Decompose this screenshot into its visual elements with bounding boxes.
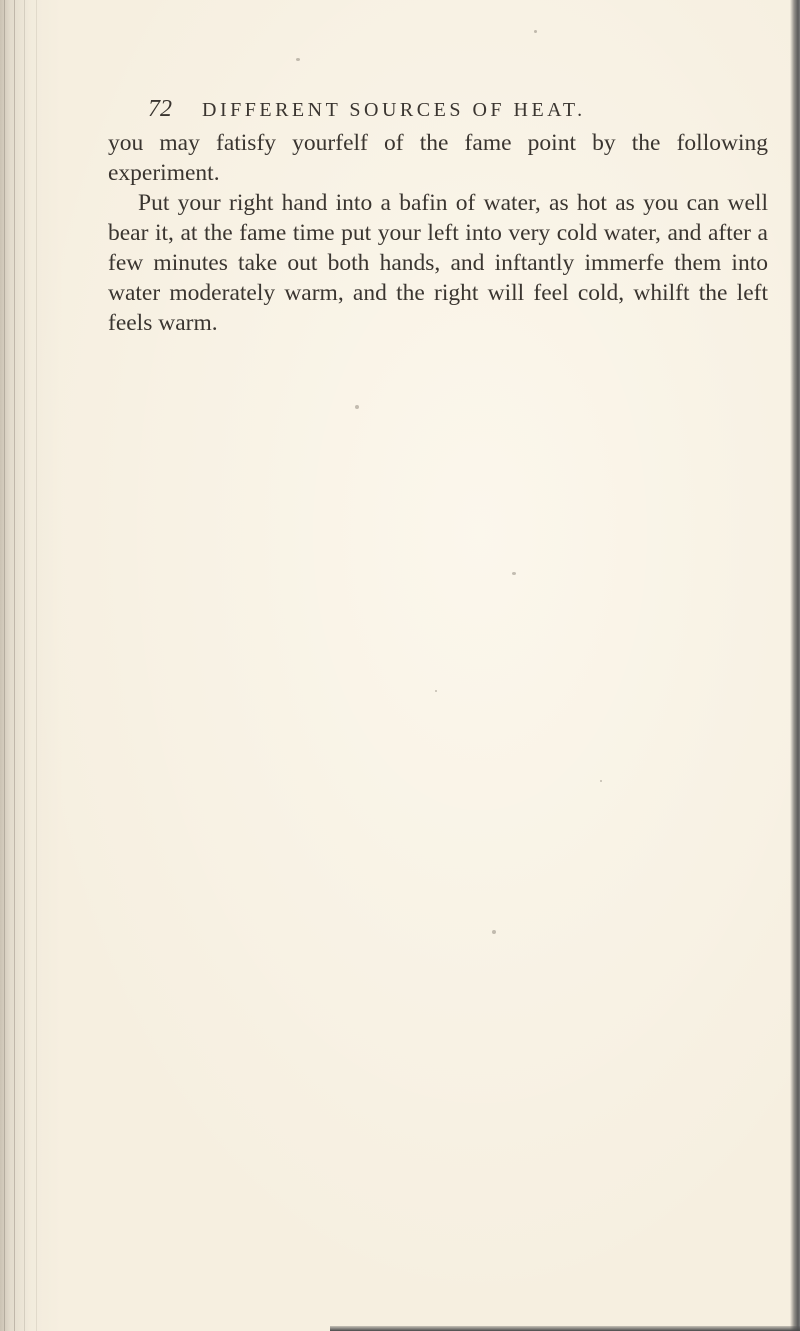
paragraph: Put your right hand into a bafin of water, as hot as you can well bear it, at the fame time put your left into very cold water, and after a few minutes take out both hands, and inftantly immerfe them into water moderately warm, and the right will feel cold, whilft the left feels warm.: [108, 190, 768, 336]
binding-line: [4, 0, 5, 1331]
page-number: 72: [148, 96, 172, 122]
paper-speck: [492, 930, 496, 934]
binding-gutter-shadow: [0, 0, 62, 1331]
binding-line: [14, 0, 15, 1331]
running-title: DIFFERENT SOURCES OF HEAT.: [202, 99, 586, 121]
paragraph: you may fatisfy yourfelf of the fame point by the following experiment.: [108, 130, 768, 186]
body-text: [108, 128, 768, 338]
page-bottom-edge: [330, 1326, 800, 1331]
paper-speck: [296, 58, 300, 61]
binding-line: [24, 0, 25, 1331]
paper-speck: [512, 572, 516, 575]
paper-speck: [355, 405, 359, 409]
running-head: [148, 96, 748, 126]
paper-speck: [600, 780, 602, 782]
page-right-edge: [790, 0, 800, 1331]
paper-speck: [435, 690, 437, 692]
binding-line: [36, 0, 37, 1331]
paper-speck: [534, 30, 537, 33]
